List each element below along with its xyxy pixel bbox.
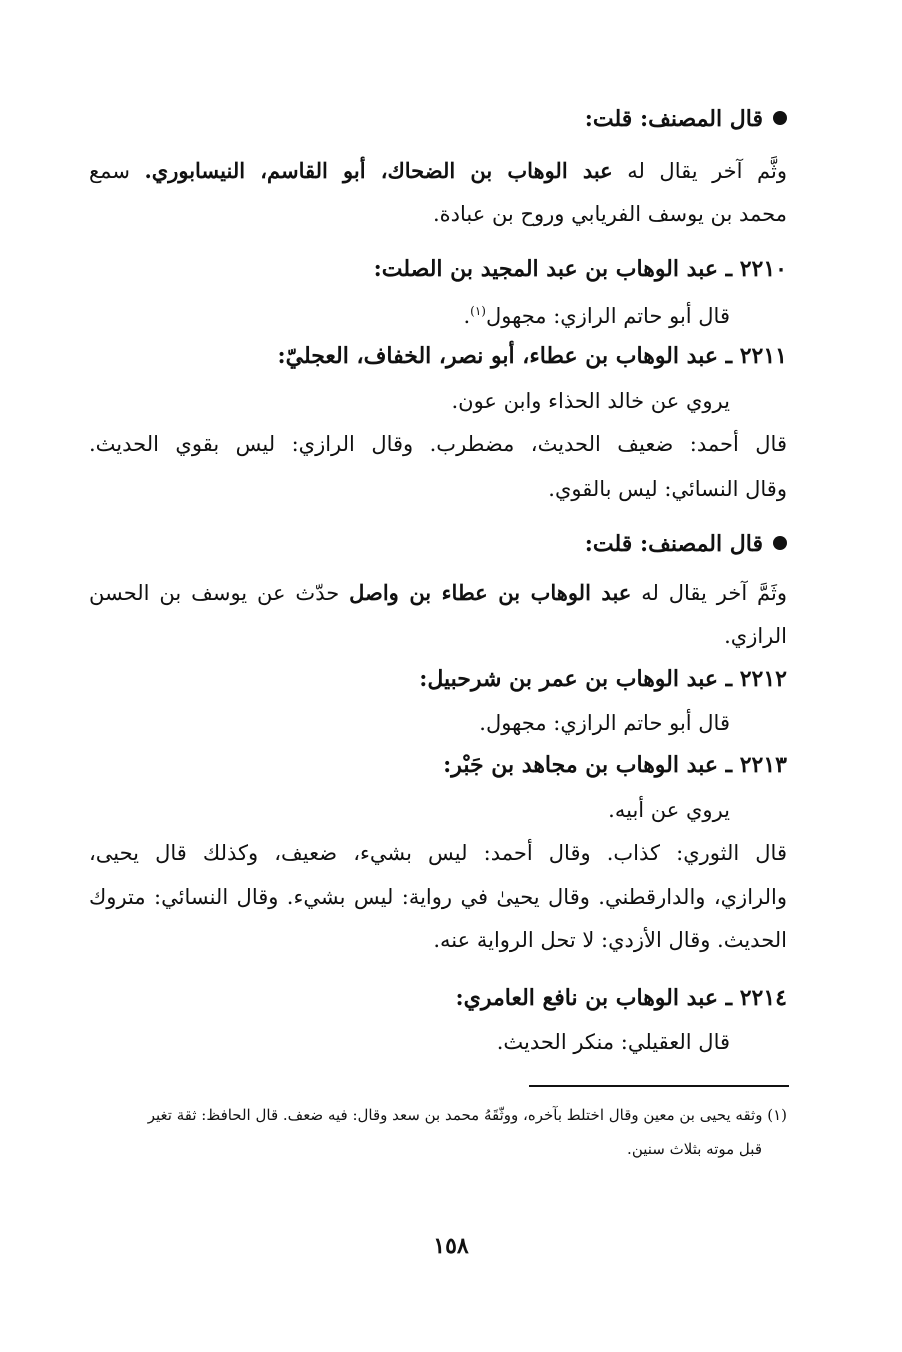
entry-2213-title: ٢٢١٣ ـ عبد الوهاب بن مجاهد بن جَبْر:: [443, 752, 787, 778]
entry-2211-line-2: قال أحمد: ضعيف الحديث، مضطرب. وقال الرازي: ليس بقوي الحديث.: [89, 432, 787, 456]
entry-2211-line-3: وقال النسائي: ليس بالقوي.: [548, 477, 787, 501]
entry-2213-line-3: والرازي، والدارقطني. وقال يحيىٰ في رواية: ليس بشيء. وقال النسائي: متروك: [89, 885, 787, 909]
entry-2213-line-2: قال الثوري: كذاب. وقال أحمد: ليس بشيء، ضعيف، وكذلك قال يحيى،: [89, 841, 787, 865]
author-note-line-1: وثَّم آخر يقال له عبد الوهاب بن الضحاك، أبو القاسم، النيسابوري. سمع: [89, 158, 787, 183]
entry-2210-title: ٢٢١٠ ـ عبد الوهاب بن عبد المجيد بن الصلت:: [373, 256, 787, 282]
footnote-line-2: قبل موته بثلاث سنين.: [627, 1140, 762, 1158]
entry-2213-line-1: يروي عن أبيه.: [608, 798, 730, 822]
entry-2212-text: قال أبو حاتم الرازي: مجهول.: [479, 711, 730, 735]
page-number: ١٥٨: [433, 1233, 469, 1259]
entry-2212-title: ٢٢١٢ ـ عبد الوهاب بن عمر بن شرحبيل:: [419, 666, 787, 692]
entry-2210-text: قال أبو حاتم الرازي: مجهول$^{(١)}$.: [463, 304, 730, 328]
bullet-icon: [773, 111, 787, 125]
author-note-heading-2: قال المصنف: قلت:: [585, 529, 787, 559]
entry-2213-line-4: الحديث. وقال الأزدي: لا تحل الرواية عنه.: [433, 928, 787, 952]
footnote-line-1: (١) وثقه يحيى بن معين وقال اختلط بآخره، ووثّقَهُ محمد بن سعد وقال: فيه ضعف. قال الحافظ: ثقة تغير: [147, 1106, 787, 1124]
author-note-2-line-1: وثَمَّ آخر يقال له عبد الوهاب بن عطاء بن واصل حدّث عن يوسف بن الحسن: [89, 580, 788, 605]
entry-2214-text: قال العقيلي: منكر الحديث.: [496, 1030, 730, 1054]
entry-2211-line-1: يروي عن خالد الحذاء وابن عون.: [451, 389, 730, 413]
footnote-ref[interactable]: (١): [470, 304, 486, 318]
entry-2214-title: ٢٢١٤ ـ عبد الوهاب بن نافع العامري:: [455, 985, 787, 1011]
author-note-line-2: محمد بن يوسف الفريابي وروح بن عبادة.: [432, 202, 787, 226]
author-note-heading-1: قال المصنف: قلت:: [585, 104, 787, 134]
bullet-icon: [773, 536, 787, 550]
footnote-separator: [529, 1085, 789, 1087]
author-note-2-line-2: الرازي.: [724, 624, 787, 648]
entry-2211-title: ٢٢١١ ـ عبد الوهاب بن عطاء، أبو نصر، الخفاف، العجليّ:: [277, 343, 787, 369]
